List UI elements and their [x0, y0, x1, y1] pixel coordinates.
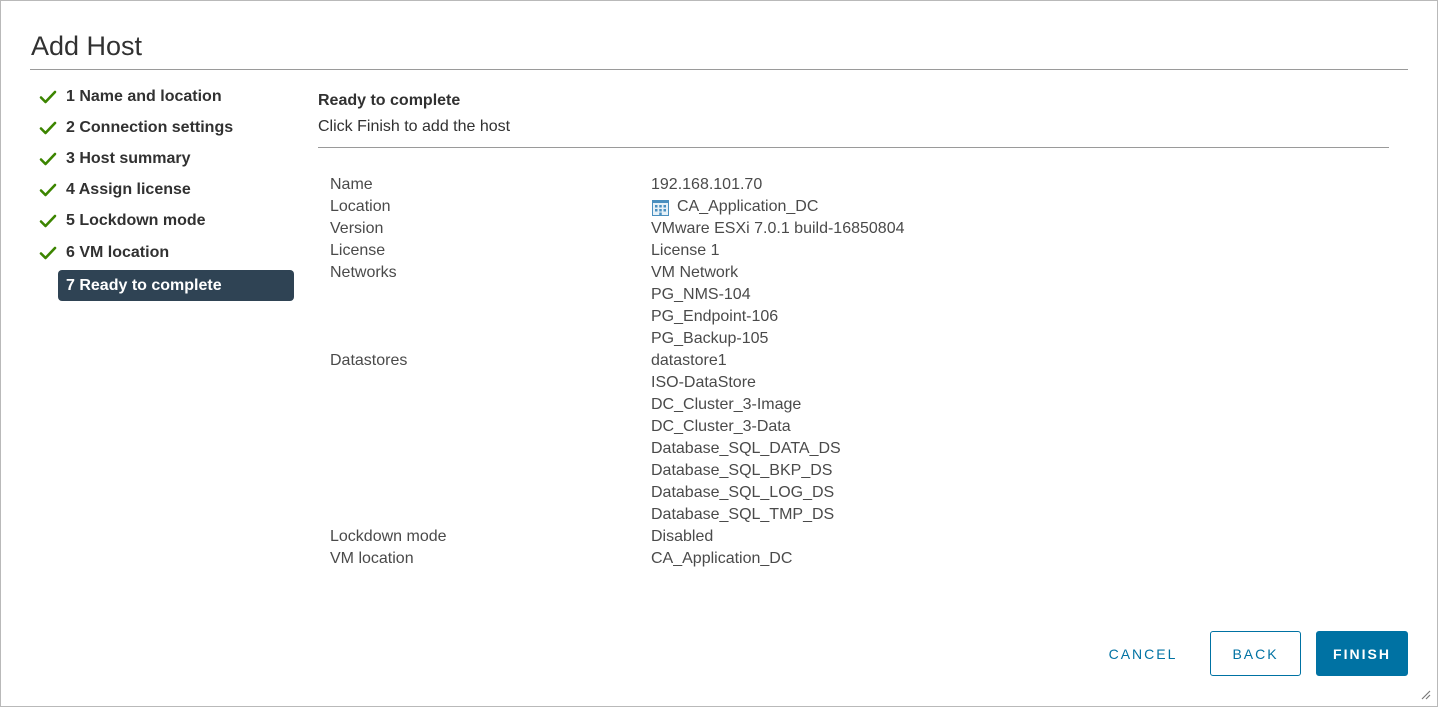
datastore-item: ISO-DataStore: [651, 374, 756, 391]
summary-value: Disabled: [651, 528, 714, 545]
summary-row-name: [330, 174, 1380, 196]
check-icon: [39, 151, 57, 167]
summary-key: Networks: [330, 264, 397, 281]
section-subtitle: Click Finish to add the host: [318, 118, 511, 135]
summary-value: VMware ESXi 7.0.1 build-16850804: [651, 220, 905, 237]
network-item: PG_Backup-105: [651, 330, 769, 347]
content-header: [318, 91, 510, 137]
resize-handle-icon[interactable]: [1421, 690, 1431, 700]
check-icon: [39, 89, 57, 105]
check-icon: [39, 120, 57, 136]
step-label: 1 Name and location: [66, 87, 222, 105]
datastore-item: Database_SQL_LOG_DS: [651, 484, 835, 501]
content-divider: [318, 147, 1389, 148]
datastore-item: DC_Cluster_3-Image: [651, 396, 802, 413]
network-item: PG_NMS-104: [651, 286, 751, 303]
summary-value: 192.168.101.70: [651, 176, 763, 193]
check-icon: [39, 245, 57, 261]
summary-key: Version: [330, 220, 384, 237]
step-label: 4 Assign license: [66, 181, 191, 199]
step-label: 7 Ready to complete: [66, 276, 222, 294]
datastore-item: Database_SQL_BKP_DS: [651, 462, 833, 479]
cancel-button[interactable]: CANCEL: [1091, 631, 1195, 676]
summary-key: VM location: [330, 550, 414, 567]
summary-table: [330, 174, 1380, 570]
summary-key: Datastores: [330, 352, 408, 369]
step-connection-settings[interactable]: [39, 112, 295, 143]
step-name-and-location[interactable]: [39, 81, 295, 112]
finish-button[interactable]: FINISH: [1316, 631, 1408, 676]
step-label: 5 Lockdown mode: [66, 212, 206, 230]
step-host-summary[interactable]: [39, 143, 295, 174]
section-title: Ready to complete: [318, 92, 461, 109]
step-lockdown-mode[interactable]: [39, 206, 295, 237]
dialog-title: Add Host: [31, 31, 143, 61]
summary-key: Location: [330, 198, 391, 215]
datastore-item: Database_SQL_TMP_DS: [651, 506, 835, 523]
step-label: 3 Host summary: [66, 149, 191, 167]
summary-row-lockdown-mode: [330, 526, 1380, 548]
step-assign-license[interactable]: [39, 175, 295, 206]
datastore-item: datastore1: [651, 352, 727, 369]
network-item: VM Network: [651, 264, 739, 281]
summary-row-networks: [330, 262, 1380, 350]
check-icon: [39, 182, 57, 198]
summary-value: CA_Application_DC: [677, 198, 819, 215]
summary-row-version: [330, 218, 1380, 240]
step-ready-to-complete[interactable]: [58, 270, 294, 301]
datacenter-icon: [651, 198, 670, 216]
summary-row-vm-location: [330, 548, 1380, 570]
summary-row-license: [330, 240, 1380, 262]
back-button[interactable]: BACK: [1210, 631, 1301, 676]
step-label: 2 Connection settings: [66, 118, 234, 136]
network-item: PG_Endpoint-106: [651, 308, 779, 325]
summary-key: License: [330, 242, 386, 259]
summary-key: Lockdown mode: [330, 528, 447, 545]
check-icon: [39, 213, 57, 229]
summary-key: Name: [330, 176, 373, 193]
wizard-steps: [39, 81, 295, 301]
step-vm-location[interactable]: [39, 237, 295, 268]
summary-value: License 1: [651, 242, 720, 259]
datastore-item: Database_SQL_DATA_DS: [651, 440, 841, 457]
datastore-item: DC_Cluster_3-Data: [651, 418, 791, 435]
summary-row-location: [330, 196, 1380, 218]
title-divider: [30, 69, 1408, 70]
summary-row-datastores: [330, 350, 1380, 526]
summary-value: CA_Application_DC: [651, 550, 793, 567]
step-label: 6 VM location: [66, 243, 170, 261]
